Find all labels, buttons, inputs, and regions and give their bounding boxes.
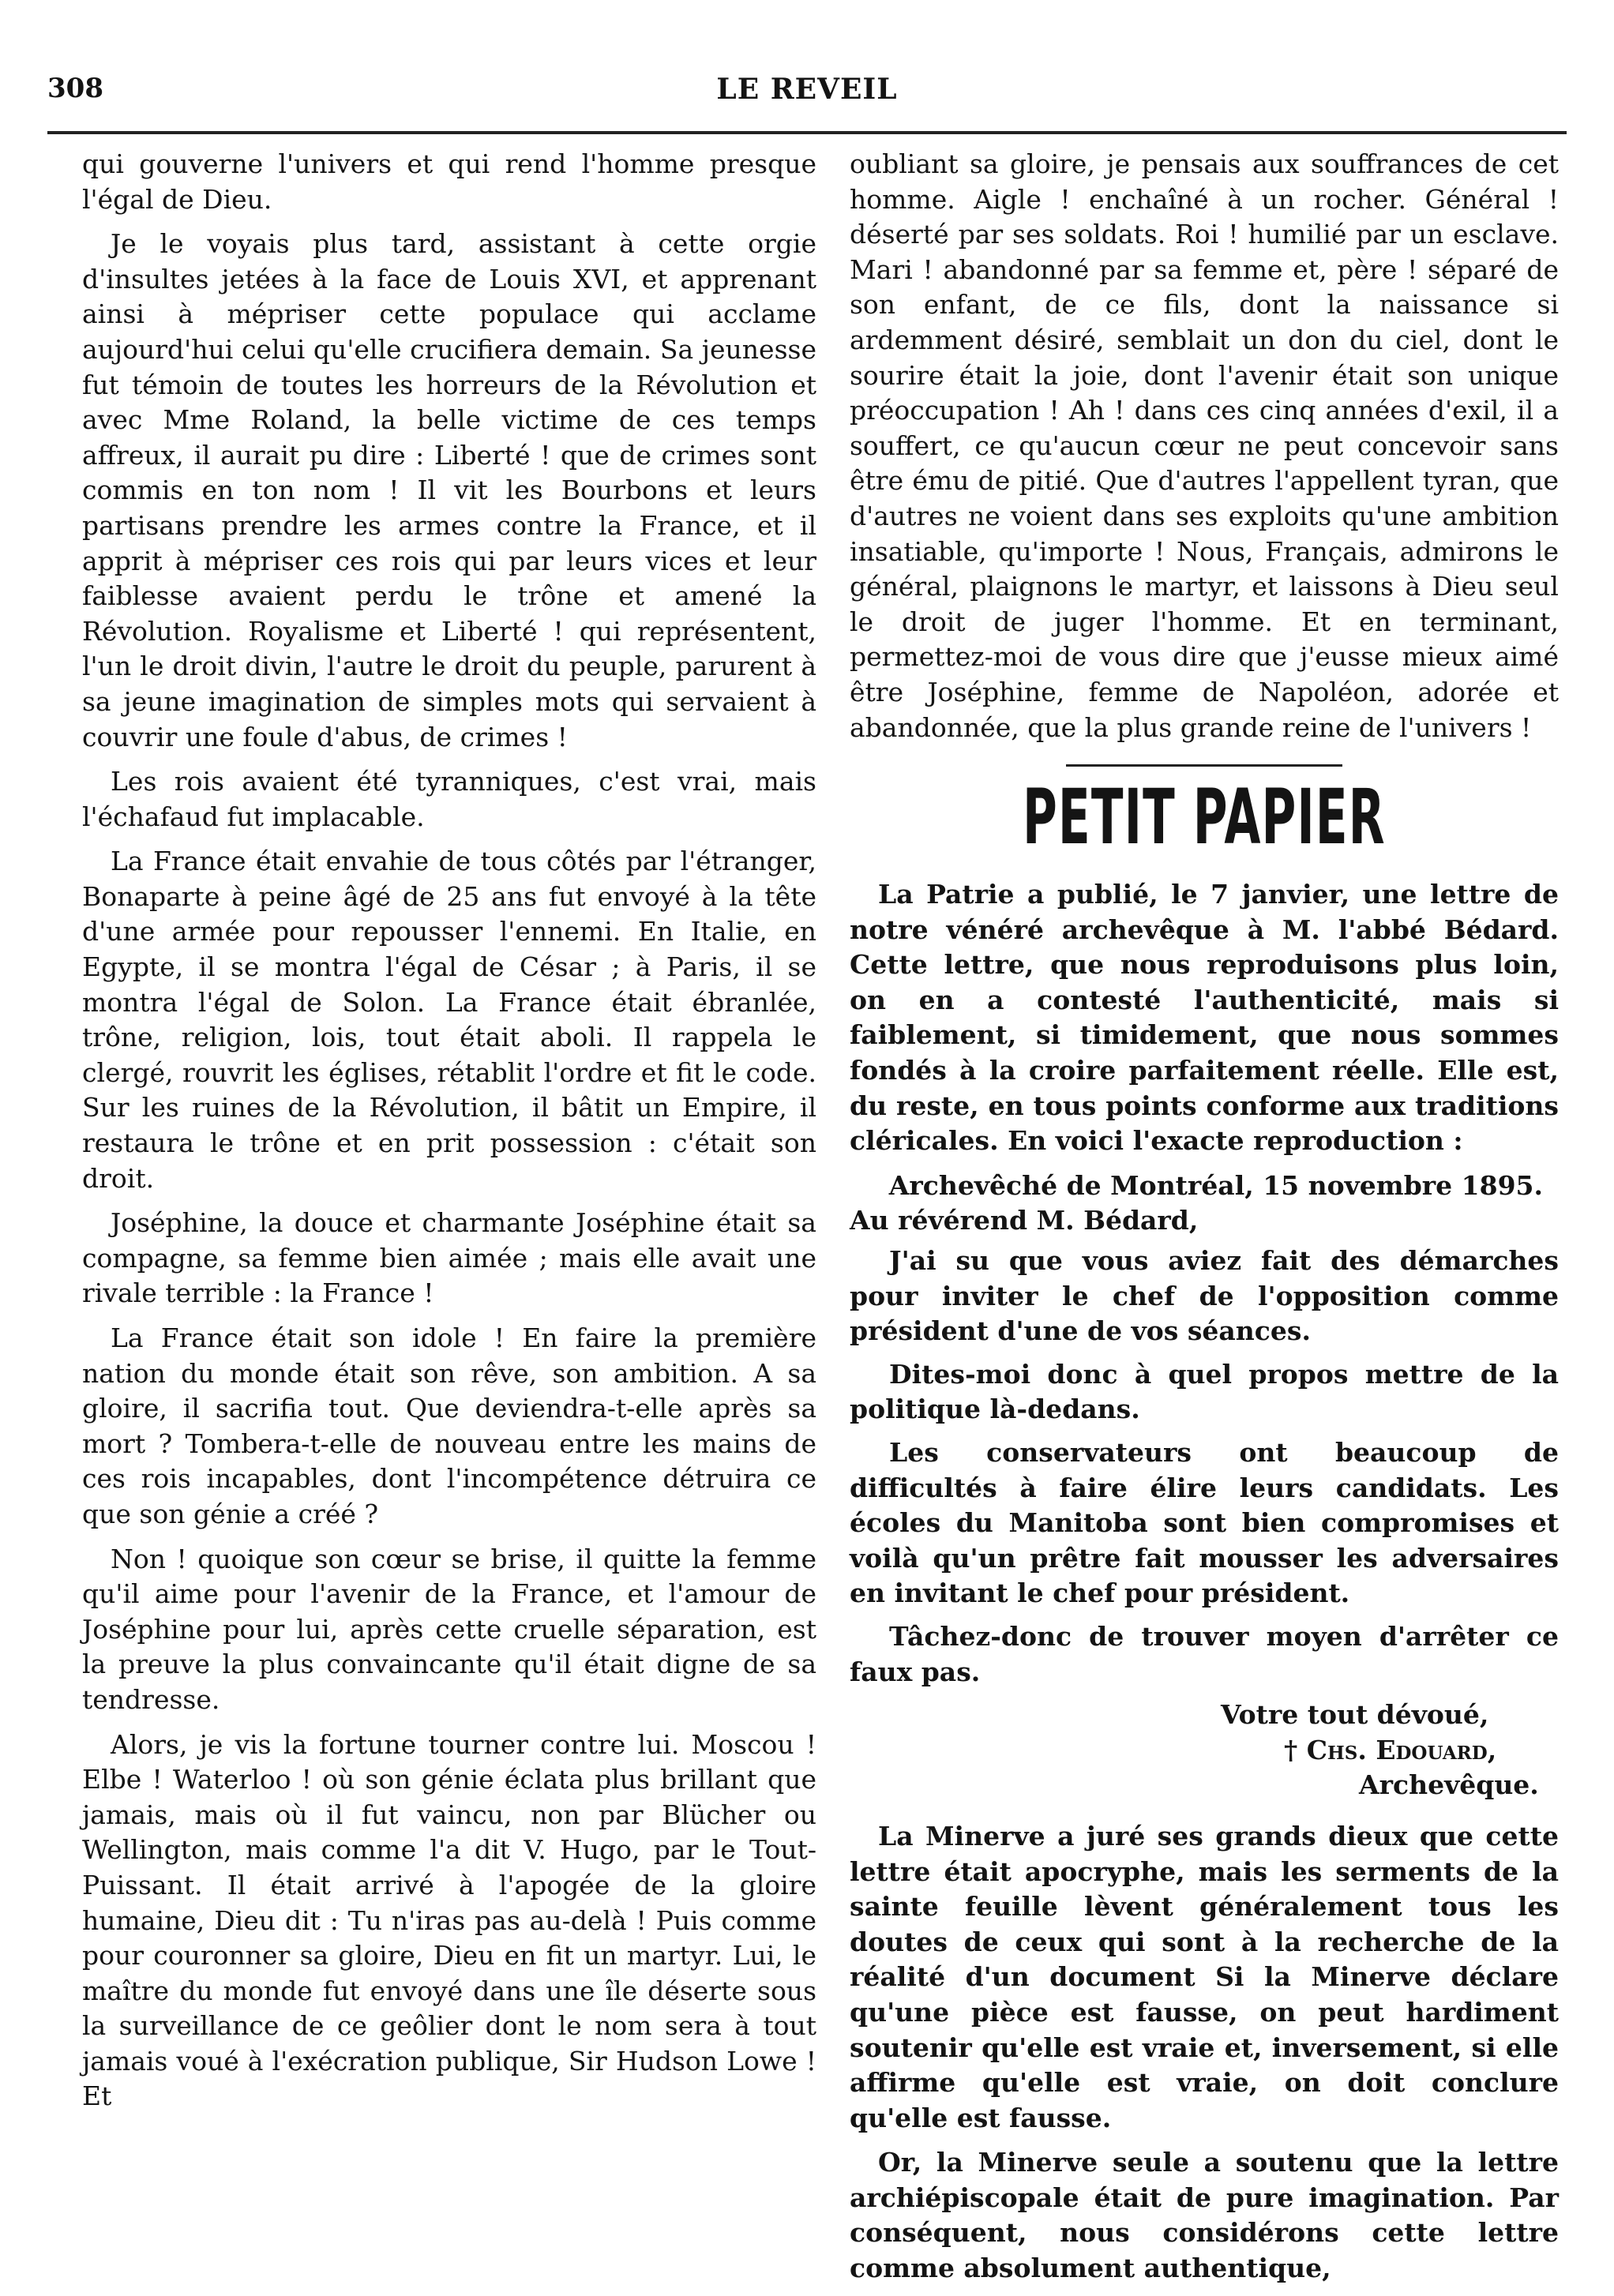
letter-closing: Votre tout dévoué, — [1221, 1699, 1489, 1731]
quoted-letter — [850, 1169, 1559, 1803]
paragraph: oubliant sa gloire, je pensais aux souffrances de cet homme. Aigle ! enchaîné à un rocher. Général ! déserté par ses soldats. Roi ! humilié par un esclave. Mari ! abandonné par sa femme et, père ! séparé de son enfant, de ce fils, dont la naissance si ardemment désiré, semblait un don du ciel, dont le sourire était la joie, dont l'avenir était son unique préoccupation ! Ah ! dans ces cinq années d'exil, il a souffert, ce qu'aucun cœur ne peut concevoir sans être ému de pitié. Que d'autres l'appellent tyran, que d'autres ne voient dans ses exploits qu'une ambition insatiable, qu'importe ! Nous, Français, admirons le général, plaignons le martyr, et laissons à Dieu seul le droit de juger l'homme. Et en terminant, permettez-moi de vous dire que j'eusse mieux aimé être Joséphine, femme de Napoléon, adorée et abandonnée, que la plus grande reine de l'univers ! — [850, 148, 1559, 743]
paragraph: Alors, je vis la fortune tourner contre lui. Moscou ! Elbe ! Waterloo ! où son génie éclata plus brillant que jamais, mais où il fut vaincu, non par Blücher ou Wellington, mais comme l'a dit V. Hugo, par le Tout-Puissant. Il était arrivé à l'apogée de la gloire humaine, Dieu dit : Tu n'iras pas au-delà ! Puis comme pour couronner sa gloire, Dieu en fit un martyr. Lui, le maître du monde fut envoyé dans une île déserte sous la surveillance de ce geôlier dont le nom sera à tout jamais voué à l'exécration publique, Sir Hudson Lowe ! Et — [82, 1728, 816, 2112]
paragraph: La Patrie a publié, le 7 janvier, une lettre de notre vénéré archevêque à M. l'abbé Bédard. Cette lettre, que nous reproduisons plus loin, on en a contesté l'authenticité, mais si faiblement, si timidement, que nous sommes fondés à la croire parfaitement réelle. Elle est, du reste, en tous points conforme aux traditions cléricales. En voici l'exacte reproduction : — [850, 879, 1559, 1157]
running-title: LE REVEIL — [716, 73, 898, 106]
paragraph: La France était son idole ! En faire la première nation du monde était son rêve, son ambition. A sa gloire, il sacrifia tout. Que deviendra-t-elle après sa mort ? Tombera-t-elle de nouveau entre les mains de ces rois incapables, dont l'incompétence détruira ce que son génie a créé ? — [82, 1322, 816, 1529]
left-column — [82, 147, 816, 2124]
letter-paragraph: Les conservateurs ont beaucoup de difficultés à faire élire leurs candidats. Les écoles du Manitoba sont bien compromises et voilà qu'un prêtre fait mousser les adversaires en invitant le chef pour président. — [850, 1437, 1559, 1609]
section-title: PETIT PAPIER — [1023, 773, 1386, 862]
paragraph: Non ! quoique son cœur se brise, il quitte la femme qu'il aime pour l'avenir de la France, et l'amour de Joséphine pour lui, après cette cruelle séparation, est la preuve la plus convaincante qu'il était digne de sa tendresse. — [82, 1543, 816, 1715]
paragraph: qui gouverne l'univers et qui rend l'homme presque l'égal de Dieu. — [82, 148, 816, 215]
letter-paragraph: Dites-moi donc à quel propos mettre de la politique là-dedans. — [850, 1358, 1559, 1425]
paragraph: Or, la Minerve seule a soutenu que la lettre archiépiscopale était de pure imagination. Par conséquent, nous considérons cette lettre comme absolument authentique, — [850, 2147, 1559, 2284]
letter-dateline: Archevêché de Montréal, 15 novembre 1895. — [888, 1169, 1543, 1201]
paragraph: La Minerve a juré ses grands dieux que cette lettre était apocryphe, mais les serments de la sainte feuille lèvent généralement tous les doutes de ceux qui sont à la recherche de la réalité d'un document Si la Minerve déclare qu'une pièce est fausse, on peut hardiment soutenir qu'elle est vraie et, inversement, si elle affirme qu'elle est vraie, on doit conclure qu'elle est fausse. — [850, 1820, 1559, 2133]
right-column — [850, 147, 1559, 2296]
header-rule — [47, 131, 1567, 134]
page-header — [47, 73, 1567, 120]
letter-signature: † Chs. Edouard, — [1284, 1734, 1497, 1765]
letter-paragraph: Tâchez-donc de trouver moyen d'arrêter ce faux pas. — [850, 1620, 1559, 1687]
paragraph: Je le voyais plus tard, assistant à cette orgie d'insultes jetées à la face de Louis XVI, et apprenant ainsi à mépriser cette populace qui acclame aujourd'hui celui qu'elle crucifiera demain. Sa jeunesse fut témoin de toutes les horreurs de la Révolution et avec Mme Roland, la belle victime de ces temps affreux, il aurait pu dire : Liberté ! que de crimes sont commis en ton nom ! Il vit les Bourbons et leurs partisans prendre les armes contre la France, et il apprit à mépriser ces rois qui par leurs vices et leur faiblesse avaient perdu le trône et amené la Révolution. Royalisme et Liberté ! qui représentent, l'un le droit divin, l'autre le droit du peuple, parurent à sa jeune imagination de simples mots qui servaient à couvrir une foule d'abus, de crimes ! — [82, 228, 816, 752]
paragraph: La France était envahie de tous côtés par l'étranger, Bonaparte à peine âgé de 25 ans fut envoyé à la tête d'une armée pour repousser l'ennemi. En Italie, en Egypte, il se montra l'égal de César ; à Paris, il se montra l'égal de Solon. La France était ébranlée, trône, religion, lois, tout était aboli. Il rappela le clergé, rouvrit les églises, rétablit l'ordre et fit le code. Sur les ruines de la Révolution, il bâtit un Empire, il restaura le trône et en prit possession : c'était son droit. — [82, 846, 816, 1194]
letter-paragraph: J'ai su que vous aviez fait des démarches pour inviter le chef de l'opposition comme président d'une de vos séances. — [850, 1245, 1559, 1347]
letter-salutation: Au révérend M. Bédard, — [850, 1205, 1199, 1236]
paragraph: Les rois avaient été tyranniques, c'est vrai, mais l'échafaud fut implacable. — [82, 766, 816, 832]
page-number: 308 — [47, 73, 103, 104]
letter-signature-title: Archevêque. — [1359, 1769, 1539, 1801]
section-divider — [1066, 764, 1342, 767]
paragraph: Joséphine, la douce et charmante Joséphine était sa compagne, sa femme bien aimée ; mais elle avait une rivale terrible : la France ! — [82, 1207, 816, 1309]
